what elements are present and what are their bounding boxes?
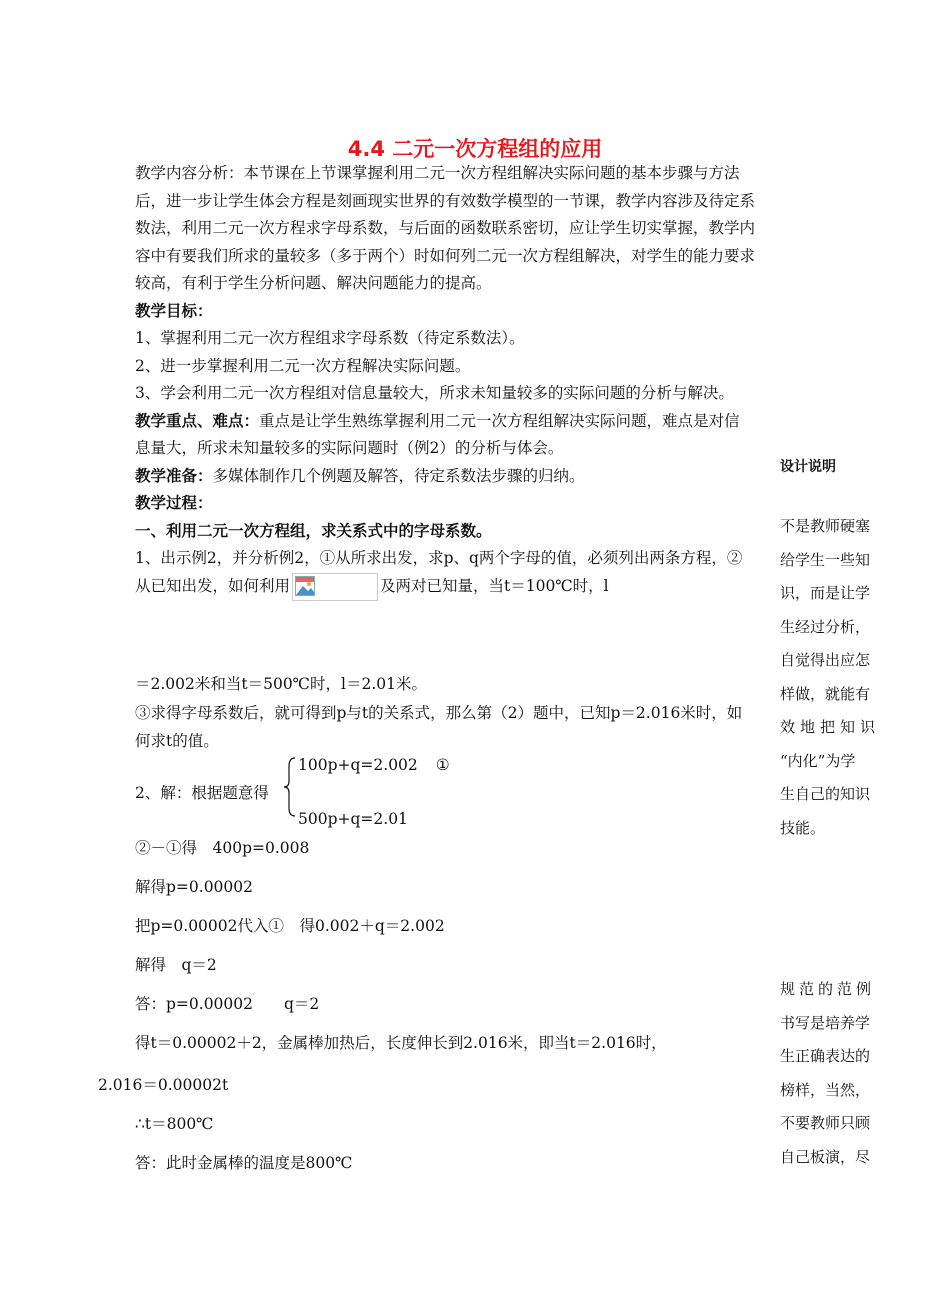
line-t1: 得t＝0.00002＋2，金属棒加热后，长度伸长到2.016米，即当t＝2.016时， (135, 1034, 667, 1052)
equation-1: 100p+q=2.002 ① (298, 756, 450, 774)
process-heading: 教学过程： (135, 494, 213, 512)
step1-text-b: 及两对已知量，当t＝100℃时，l (380, 576, 609, 595)
step1-text-d: ③求得字母系数后，就可得到p与t的关系式，那么第（2）题中，已知p＝2.016米时，如何求t的值。 (135, 704, 743, 750)
image-placeholder-icon (295, 576, 315, 596)
answer-1: 答：p=0.00002 q＝2 (135, 995, 320, 1013)
key-heading: 教学重点、难点： (135, 411, 260, 430)
goal-3: 3、学会利用二元一次方程组对信息量较大，所求未知量较多的实际问题的分析与解决。 (135, 384, 734, 402)
equation-2: 500p+q=2.01 (298, 810, 408, 828)
line-solve-q: 解得 q＝2 (135, 956, 217, 974)
line-t3: ∴t＝800℃ (135, 1115, 214, 1133)
prep-heading: 教学准备： (135, 466, 213, 485)
intro-text: 教学内容分析：本节课在上节课掌握利用二元一次方程组解决实际问题的基本步骤与方法后，进一步让学生体会方程是刻画现实世界的有效数学模型的一节课，教学内容涉及待定系数法，利用二元一次方程求字母系数，与后面的函数联系密切，应让学生切实掌握，教学内容中有要我们所求的量较多（多于两个）时如何列二元一次方程组解决，对学生的能力要求较高，有利于学生分析问题、解决问题能力的提高。 (135, 164, 756, 292)
line-subtract: ②－①得 400p=0.008 (135, 839, 310, 857)
left-brace-icon (283, 756, 297, 818)
line-t2: 2.016＝0.00002t (98, 1076, 229, 1094)
line-solve-p: 解得p=0.00002 (135, 878, 254, 896)
preparation (135, 463, 755, 491)
main-content (135, 160, 755, 601)
goal-2: 2、进一步掌握利用二元一次方程解决实际问题。 (135, 356, 471, 375)
key-text: 重点是让学生熟练掌握利用二元一次方程组解决实际问题，难点是对信息量大，所求未知量较多的实际问题时（例2）的分析与体会。 (135, 411, 740, 457)
goal-1: 1、掌握利用二元一次方程组求字母系数（待定系数法）。 (135, 329, 525, 347)
intro-paragraph (135, 160, 755, 298)
page-title: 4.4 二元一次方程组的应用 (347, 137, 603, 161)
step1-text-a: 1、出示例2，并分析例2，①从所求出发，求p、q两个字母的值，必须列出两条方程，②从已知出发，如何利用 (135, 549, 743, 595)
side-title: 设计说明 (780, 459, 836, 475)
line-substitute: 把p=0.00002代入① 得0.002＋q＝2.002 (135, 917, 445, 935)
step1-text-c: ＝2.002米和当t＝500℃时，l＝2.01米。 (135, 675, 427, 693)
key-points (135, 408, 755, 463)
solve-label: 2、解：根据题意得 (135, 784, 269, 802)
answer-2: 答：此时金属棒的温度是800℃ (135, 1154, 353, 1172)
goals-heading: 教学目标： (135, 301, 213, 320)
formula-image (292, 573, 378, 601)
section1-heading: 一、利用二元一次方程组，求关系式中的字母系数。 (135, 521, 492, 540)
side-note-1: 不是教师硬塞 给学生一些知 识，而是让学 生经过分析， 自觉得出应怎 样做，就能有 效地把知识 “内化”为学 生自己的知识 技能。 (780, 517, 881, 837)
step1-paragraph (135, 545, 755, 601)
side-note-2: 规范的范例 书写是培养学 生正确表达的 榜样，当然， 不要教师只顾 自己板演，尽 (780, 980, 876, 1166)
equation-1-marker: ① (435, 756, 450, 774)
prep-text: 多媒体制作几个例题及解答，待定系数法步骤的归纳。 (212, 466, 585, 485)
